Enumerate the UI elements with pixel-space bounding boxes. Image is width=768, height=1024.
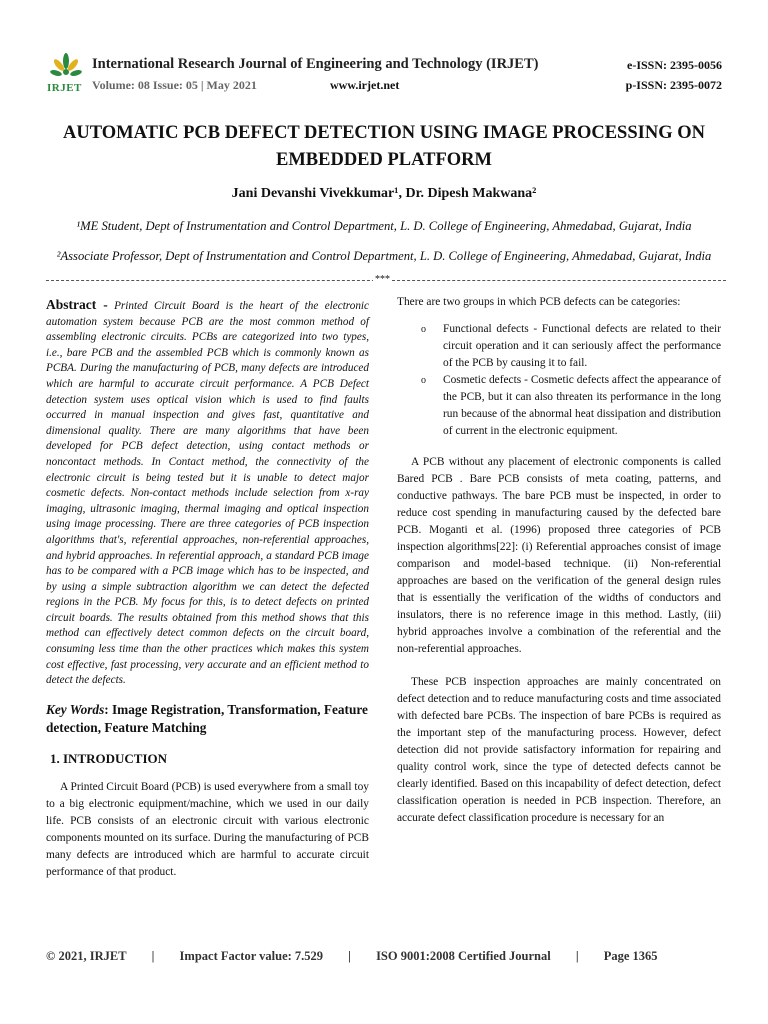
footer-separator: | bbox=[348, 949, 351, 963]
footer-impact-factor: Impact Factor value: 7.529 bbox=[179, 949, 324, 963]
abstract bbox=[46, 297, 369, 689]
page-footer bbox=[46, 949, 722, 964]
introduction-heading: 1. INTRODUCTION bbox=[50, 750, 168, 766]
introduction-paragraph: A Printed Circuit Board (PCB) is used everywhere from a small toy to a big electronic equipment/machine, which we used in our daily life. PCB consists of an electronic circuit with various electronic components mounted on its surface. During the manufacturing of PCB many defects are introduced which are harmful to accurate circuit performance of that product. bbox=[46, 780, 369, 878]
journal-title: International Research Journal of Engineering and Technology (IRJET) bbox=[92, 56, 539, 72]
footer-separator: | bbox=[575, 949, 579, 963]
abstract-label: Abstract - bbox=[46, 297, 108, 312]
left-column bbox=[46, 297, 369, 881]
journal-header bbox=[44, 50, 728, 98]
bullet-text: Functional defects - Functional defects are related to their circuit operation and it can seriously affect the performance of the PCB by causing it to fail. bbox=[443, 323, 721, 369]
defect-groups-intro: There are two groups in which PCB defects can be categories: bbox=[397, 296, 681, 308]
bullet-icon: o bbox=[421, 324, 426, 335]
bullet-icon: o bbox=[421, 375, 426, 386]
paper-authors: Jani Devanshi Vivekkumar¹, Dr. Dipesh Makwana² bbox=[231, 186, 537, 201]
keywords bbox=[46, 701, 369, 737]
footer-page-number: Page 1365 bbox=[603, 949, 658, 963]
volume-issue: Volume: 08 Issue: 05 | May 2021 bbox=[92, 78, 257, 92]
logo-text: IRJET bbox=[47, 82, 82, 94]
footer-separator: | bbox=[151, 949, 155, 963]
footer-iso: ISO 9001:2008 Certified Journal bbox=[376, 949, 551, 963]
p-issn: p-ISSN: 2395-0072 bbox=[625, 78, 722, 92]
bullet-text: Cosmetic defects - Cosmetic defects affect the appearance of the PCB, but it can also threaten its performance in the long run because of the abnormal heat dissipation and distribution of current in the electronic equipment. bbox=[443, 374, 721, 437]
e-issn: e-ISSN: 2395-0056 bbox=[627, 58, 722, 72]
footer-copyright: © 2021, IRJET bbox=[46, 949, 127, 963]
journal-website[interactable]: www.irjet.net bbox=[330, 78, 400, 92]
inspection-approaches-paragraph: These PCB inspection approaches are mainly concentrated on defect detection and to reduce manufacturing costs and time associated with defected bare PCBs. The inspection of bare PCBs is required as the important step of the manufacturing process. However, defect detection did not provide satisfactory information for repairing and quality control work, since the type of detected defects cannot be clearly identified. Based on this incapability of defect detection, defect classification operation is needed in PCB inspection. Therefore, an accurate defect classification procedure is necessary for an bbox=[397, 676, 721, 824]
right-column bbox=[397, 294, 721, 827]
paper-title: AUTOMATIC PCB DEFECT DETECTION USING IMAGE PROCESSING ON EMBEDDED PLATFORM bbox=[63, 123, 705, 170]
affiliation-2: ²Associate Professor, Dept of Instrumentation and Control Department, L. D. College of Engineering, Ahmedabad, Gujarat, India bbox=[56, 249, 712, 263]
divider-mark: *** bbox=[375, 274, 390, 285]
list-item bbox=[397, 372, 721, 440]
abstract-text: Printed Circuit Board is the heart of the electronic automation system because PCB are the most common method of assembling electronic circuits. PCBs are categorized into two types, i.e., bare PCB and the assembled PCB which is commonly known as PCBA. During the manufacturing of PCB, many defects are introduced which are harmful to accurate circuit performance. A PCB Defect detection system uses optical vision which is used to find faults occurred in manual inspection and gives fast, quantitative and dimensional quality. There are many algorithms that have been developed for PCB defect detection, using contact methods or noncontact methods. In Contact method, the connectivity of the electronic circuit is being tested but it is unable to detect major cosmetic defects. Non-contact methods include selection from x-ray imaging, ultrasonic imaging, thermal imaging and optical inspection using image processing. There are three categories of PCB inspection algorithms that's, referential approaches, non-referential approaches, and hybrid approaches. In referential approach, a standard PCB image has to be compared with a PCB image which has to be inspected, and by using a simple subtraction algorithm we can detect the defected regions in the PCB. My focus for this, is to detect defects on printed circuit boards. The results obtained from this method shows that this method can effectively detect common defects on the circuit board, consuming less time than the other practices which makes this system cost effective, fast processing, very accurate and an efficient method to detect the defects. bbox=[46, 300, 370, 687]
keywords-text: : Image Registration, Transformation, Feature detection, Feature Matching bbox=[46, 701, 368, 735]
defect-groups-list bbox=[397, 321, 721, 440]
keywords-label: Key Words bbox=[46, 701, 105, 717]
list-item bbox=[397, 321, 721, 372]
affiliation-1: ¹ME Student, Dept of Instrumentation and Control Department, L. D. College of Engineering, Ahmedabad, Gujarat, India bbox=[76, 219, 692, 233]
bare-pcb-paragraph: A PCB without any placement of electronic components is called Bared PCB . Bare PCB consists of meta coating, patterns, and conductive pathways. The bare PCB must be inspected, in order to reduce cost spending in manufacturing caused by the defected bare PCB. Moganti et al. (1996) proposed three categories of PCB inspection algorithms[22]: (i) Referential approaches consist of image comparison and model-based technique. (ii) Non-referential approaches are based on the verification of the general design rules that is essentially the verification of the widths of conductors and insulators, there is no reference image in this method. Lastly, (iii) hybrid approaches involve a combination of the referential and the non-referential approaches. bbox=[397, 456, 721, 655]
